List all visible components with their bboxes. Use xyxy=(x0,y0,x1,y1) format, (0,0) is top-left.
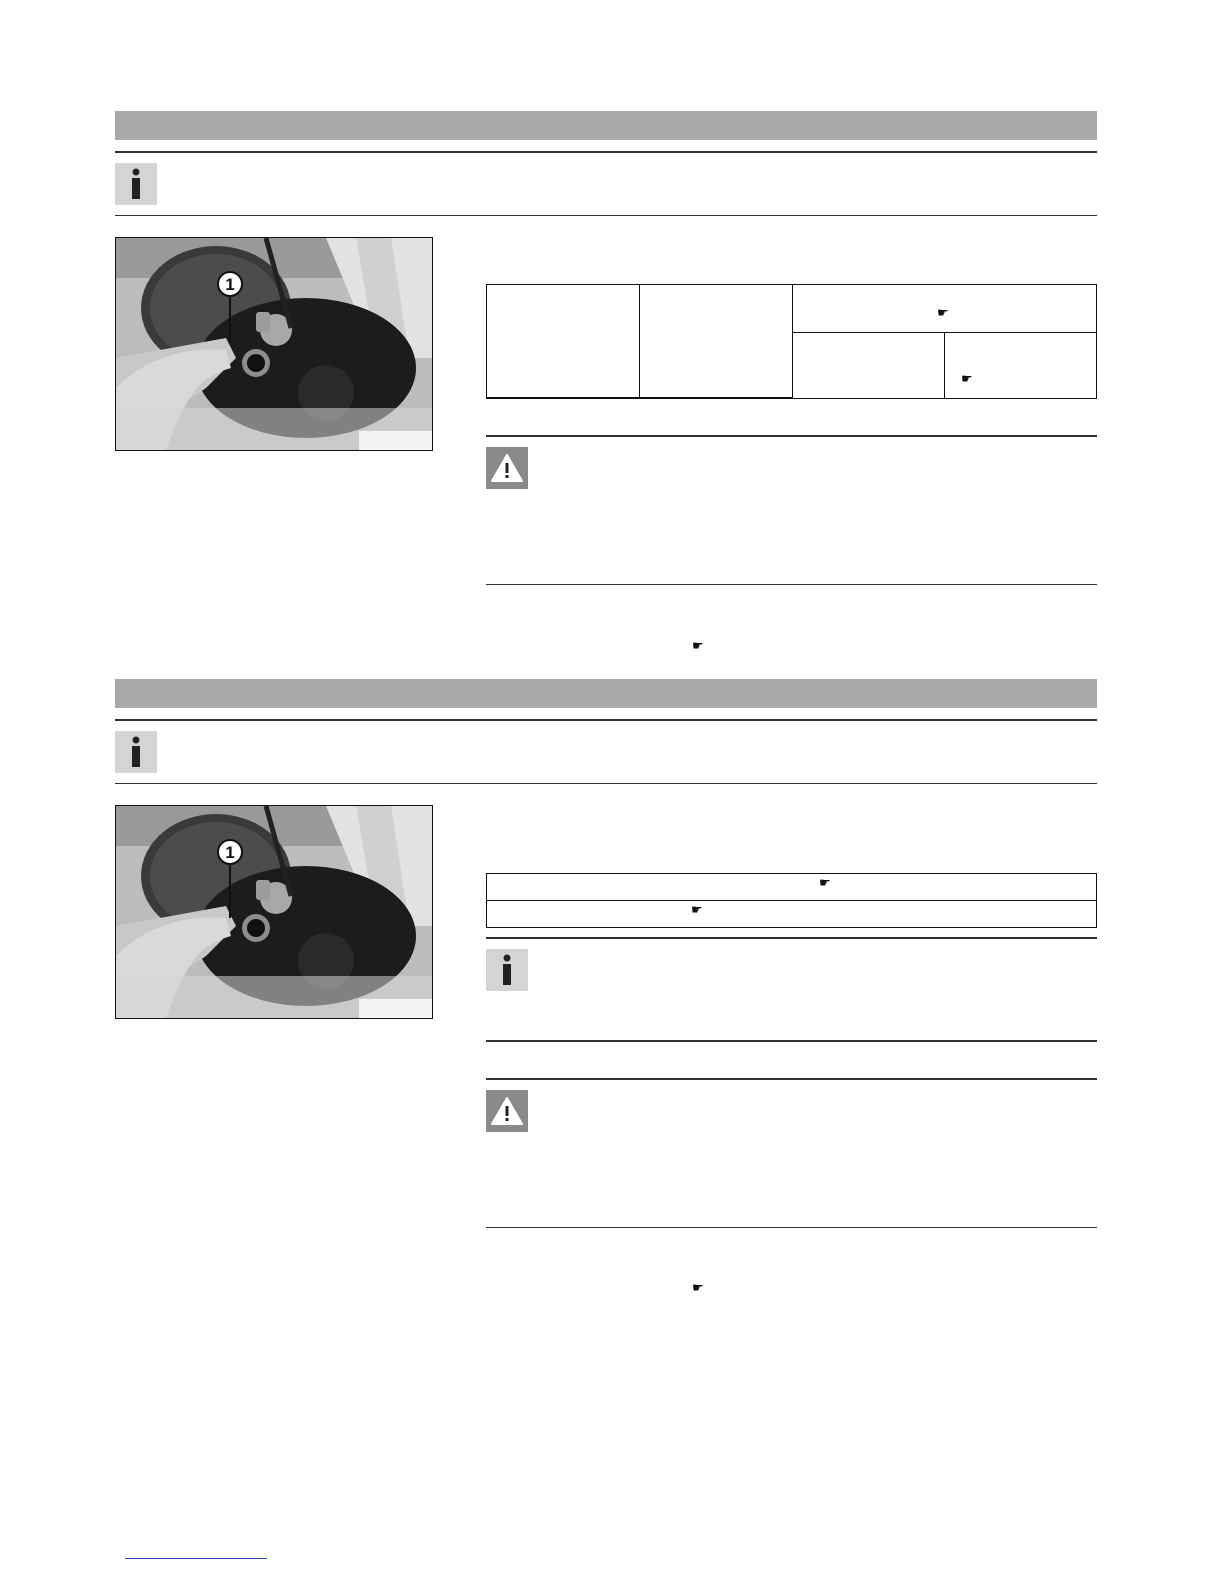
warning-icon xyxy=(486,447,528,489)
table-row xyxy=(487,901,1096,927)
pointing-hand-icon[interactable]: ☛ xyxy=(691,903,703,918)
pointing-hand-icon[interactable]: ☛ xyxy=(692,639,704,654)
table-cell xyxy=(945,333,1097,398)
section-2-note-top-rule xyxy=(486,937,1097,939)
info-icon xyxy=(486,949,528,991)
engine-drain-plug-photo xyxy=(115,805,433,1019)
warning-icon xyxy=(486,1090,528,1132)
section-1-info-bottom-rule xyxy=(115,215,1097,216)
section-2-header-bar xyxy=(115,679,1097,708)
pointing-hand-icon[interactable]: ☛ xyxy=(819,876,831,891)
footer-link-underline[interactable] xyxy=(125,1558,267,1559)
table-cell xyxy=(793,285,1097,333)
engine-drain-plug-photo xyxy=(115,237,433,451)
section-2-warning-bottom-rule xyxy=(486,1227,1097,1228)
pointing-hand-icon[interactable]: ☛ xyxy=(937,306,949,321)
pointing-hand-icon[interactable]: ☛ xyxy=(961,372,973,387)
table-cell xyxy=(793,333,945,398)
section-2-warning-top-rule xyxy=(486,1078,1097,1080)
pointing-hand-icon[interactable]: ☛ xyxy=(692,1281,704,1296)
section-2-info-top-rule xyxy=(115,719,1097,721)
info-icon xyxy=(115,163,157,205)
section-2-note-bottom-rule xyxy=(486,1040,1097,1042)
section-1-header-bar xyxy=(115,111,1097,140)
table-cell xyxy=(487,285,640,398)
section-2-info-bottom-rule xyxy=(115,783,1097,784)
callout-1: 1 xyxy=(225,843,235,862)
section-2-spec-table xyxy=(486,873,1097,928)
info-icon xyxy=(115,731,157,773)
table-cell xyxy=(640,285,793,398)
section-1-info-top-rule xyxy=(115,151,1097,153)
section-1-spec-table xyxy=(486,284,1097,399)
section-1-warning-bottom-rule xyxy=(486,584,1097,585)
table-row xyxy=(487,874,1096,901)
section-1-warning-top-rule xyxy=(486,435,1097,437)
callout-1: 1 xyxy=(225,275,235,294)
